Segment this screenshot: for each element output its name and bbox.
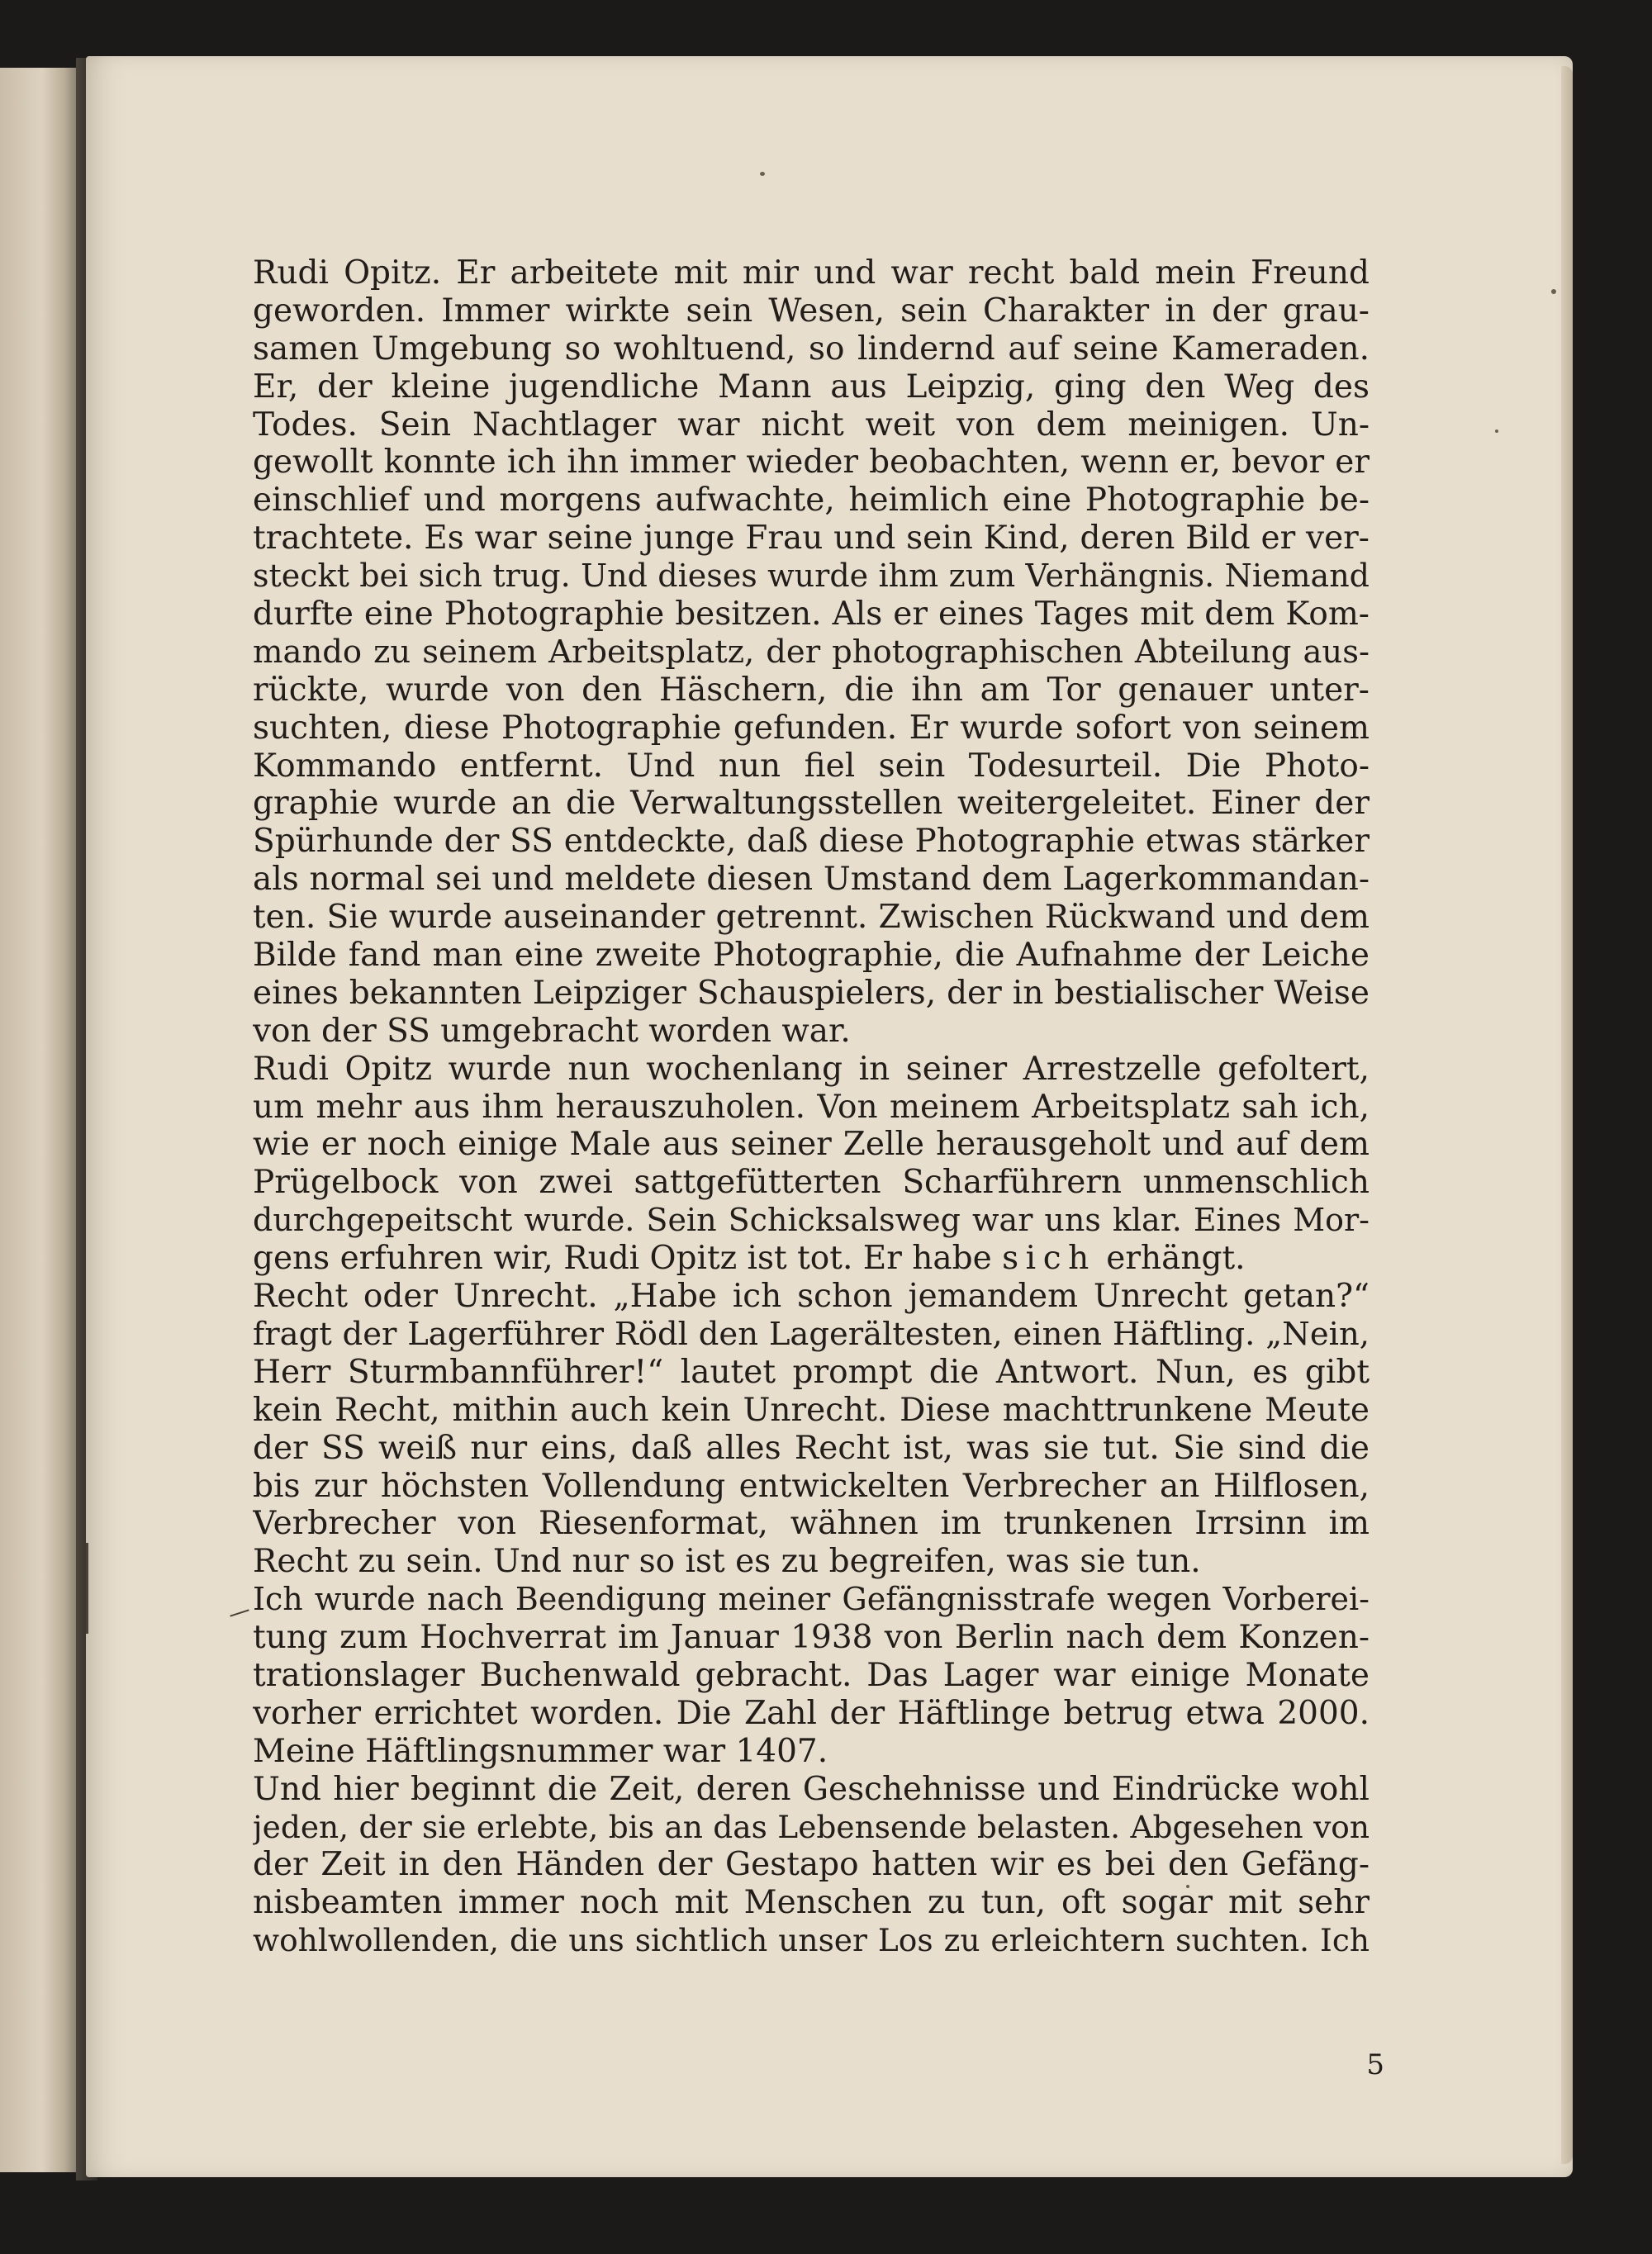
text-line: tung zum Hochverrat im Januar 1938 von Berlin nach dem Konzen- [253, 1619, 1370, 1657]
text-line: jeden, der sie erlebte, bis an das Lebensende belasten. Abgesehen von [253, 1808, 1370, 1845]
text-line: Rudi Opitz. Er arbeitete mit mir und war recht bald mein Freund [253, 254, 1370, 292]
text-line: Ich wurde nach Beendigung meiner Gefängnisstrafe wegen Vorberei- [253, 1581, 1370, 1618]
emphasized-word: sich [1002, 1240, 1096, 1278]
dust-speck [1551, 289, 1556, 294]
text-line: graphie wurde an die Verwaltungsstellen weitergeleitet. Einer der [253, 785, 1370, 823]
text-segment: gens erfuhren wir, Rudi Opitz ist tot. Er habe [253, 1240, 992, 1278]
text-line: steckt bei sich trug. Und dieses wurde ihm zum Verhängnis. Niemand [253, 558, 1370, 595]
text-line: Rudi Opitz wurde nun wochenlang in seiner Arrestzelle gefoltert, [253, 1050, 1370, 1088]
text-line: Kommando entfernt. Und nun fiel sein Todesurteil. Die Photo- [253, 747, 1370, 785]
text-line: suchten, diese Photographie gefunden. Er wurde sofort von seinem [253, 709, 1370, 747]
text-line: der Zeit in den Händen der Gestapo hatten wir es bei den Gefäng- [253, 1846, 1370, 1884]
text-line [253, 1240, 1370, 1278]
text-line: Prügelbock von zwei sattgefütterten Scharführern unmenschlich [253, 1164, 1370, 1202]
text-line: Bilde fand man eine zweite Photographie, die Aufnahme der Leiche [253, 937, 1370, 975]
text-line: Recht oder Unrecht. „Habe ich schon jemandem Unrecht getan?“ [253, 1278, 1370, 1316]
text-line: trationslager Buchenwald gebracht. Das Lager war einige Monate [253, 1656, 1370, 1694]
text-line: Er, der kleine jugendliche Mann aus Leipzig, ging den Weg des [253, 368, 1370, 406]
text-line: Recht zu sein. Und nur so ist es zu begreifen, was sie tun. [253, 1543, 1201, 1581]
dust-speck [1495, 429, 1498, 433]
text-line: samen Umgebung so wohltuend, so lindernd auf seine Kameraden. [253, 330, 1370, 368]
text-line: Spürhunde der SS entdeckte, daß diese Photographie etwas stärker [253, 823, 1370, 861]
text-line: von der SS umgebracht worden war. [253, 1012, 851, 1050]
text-line: fragt der Lagerführer Rödl den Lagerältesten, einen Häftling. „Nein, [253, 1315, 1370, 1353]
text-line: eines bekannten Leipziger Schauspielers, der in bestialischer Weise [253, 974, 1370, 1012]
body-text [253, 254, 1370, 1960]
text-line: trachtete. Es war seine junge Frau und sein Kind, deren Bild er ver- [253, 520, 1370, 558]
text-line: kein Recht, mithin auch kein Unrecht. Diese machttrunkene Meute [253, 1391, 1370, 1429]
text-line: einschlief und morgens aufwachte, heimlich eine Photographie be- [253, 482, 1370, 520]
text-line: mando zu seinem Arbeitsplatz, der photographischen Abteilung aus- [253, 633, 1370, 671]
page-number: 5 [1366, 2048, 1384, 2081]
text-line: um mehr aus ihm herauszuholen. Von meinem Arbeitsplatz sah ich, [253, 1088, 1370, 1126]
text-line: ten. Sie wurde auseinander getrennt. Zwischen Rückwand und dem [253, 899, 1370, 937]
text-line: durfte eine Photographie besitzen. Als er eines Tages mit dem Kom- [253, 596, 1370, 633]
dust-speck [760, 172, 765, 176]
left-page-edge [0, 68, 76, 2172]
text-line: Meine Häftlingsnummer war 1407. [253, 1732, 828, 1770]
text-line: als normal sei und meldete diesen Umstand dem Lagerkommandan- [253, 861, 1370, 899]
page-right-edge [1561, 66, 1573, 2164]
text-line: der SS weiß nur eins, daß alles Recht ist, was sie tut. Sie sind die [253, 1429, 1370, 1467]
text-line: nisbeamten immer noch mit Menschen zu tun, oft sogar mit sehr [253, 1884, 1370, 1922]
text-line: Verbrecher von Riesenformat, wähnen im trunkenen Irrsinn im [253, 1505, 1370, 1543]
text-line: gewollt konnte ich ihn immer wieder beobachten, wenn er, bevor er [253, 444, 1370, 482]
text-line: Herr Sturmbannführer!“ lautet prompt die Antwort. Nun, es gibt [253, 1353, 1370, 1391]
text-line: wie er noch einige Male aus seiner Zelle herausgeholt und auf dem [253, 1126, 1370, 1164]
text-line: geworden. Immer wirkte sein Wesen, sein Charakter in der grau- [253, 292, 1370, 330]
text-line: vorher errichtet worden. Die Zahl der Häftlinge betrug etwa 2000. [253, 1694, 1370, 1732]
text-segment: erhängt. [1106, 1240, 1246, 1278]
text-line: Und hier beginnt die Zeit, deren Geschehnisse und Eindrücke wohl [253, 1770, 1370, 1808]
text-line: durchgepeitscht wurde. Sein Schicksalsweg war uns klar. Eines Mor- [253, 1202, 1370, 1239]
margin-mark [86, 1543, 88, 1634]
text-line: Todes. Sein Nachtlager war nicht weit von dem meinigen. Un- [253, 406, 1370, 444]
text-line: rückte, wurde von den Häschern, die ihn am Tor genauer unter- [253, 671, 1370, 709]
text-line: wohlwollenden, die uns sichtlich unser Los zu erleichtern suchten. Ich [253, 1922, 1370, 1959]
text-line: bis zur höchsten Vollendung entwickelten Verbrecher an Hilflosen, [253, 1467, 1370, 1505]
